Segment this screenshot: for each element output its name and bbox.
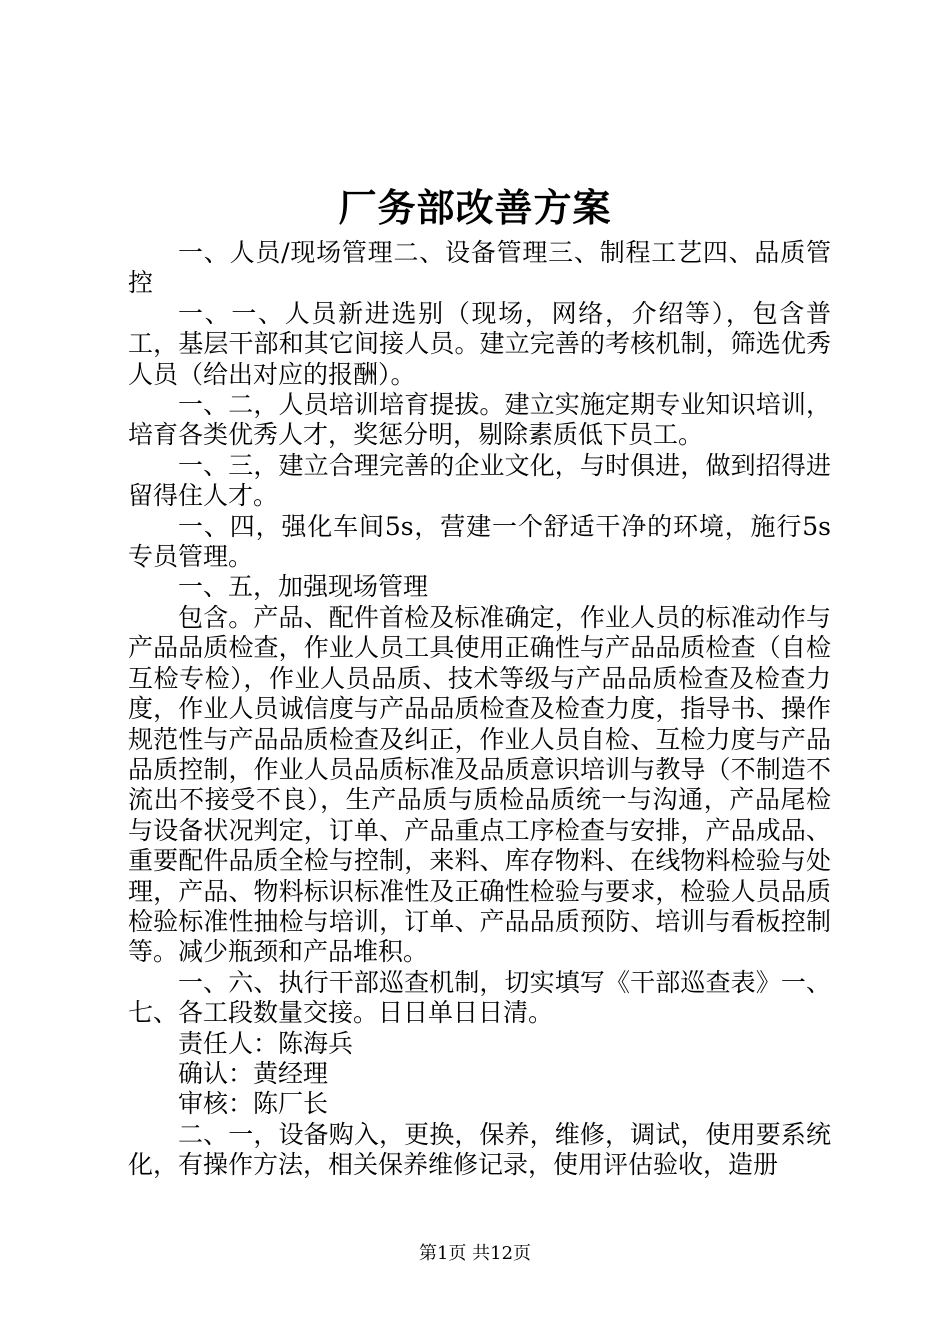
responsible-person: 责任人：陈海兵	[178, 1028, 354, 1058]
paragraph-1-3: 一、三，建立合理完善的企业文化，与时俱进，做到招得进留得住人才。	[128, 450, 831, 511]
paragraph-1-6: 一、六、执行干部巡查机制，切实填写《干部巡查表》一、七、各工段数量交接。日日单日日清。	[128, 967, 831, 1028]
paragraph-1-4: 一、四，强化车间5s，营建一个舒适干净的环境，施行5s专员管理。	[128, 511, 831, 572]
paragraph-2-1: 二、一，设备购入，更换，保养，维修，调试，使用要系统化，有操作方法，相关保养维修记录，使用评估验收，造册	[128, 1119, 831, 1180]
paragraph-scope: 包含。产品、配件首检及标准确定，作业人员的标准动作与产品品质检查，作业人员工具使用正确性与产品品质检查（自检互检专检），作业人员品质、技术等级与产品品质检查及检查力度，作业人员诚信度与产品品质检查及检查力度，指导书、操作规范性与产品品质检查及纠正，作业人员自检、互检力度与产品品质控制，作业人员品质标准及品质意识培训与教导（不制造不流出不接受不良），生产品质与质检品质统一与沟通，产品尾检与设备状况判定，订单、产品重点工序检查与安排，产品成品、重要配件品质全检与控制，来料、库存物料、在线物料检验与处理，产品、物料标识标准性及正确性检验与要求，检验人员品质检验标准性抽检与培训，订单、产品品质预防、培训与看板控制等。减少瓶颈和产品堆积。	[128, 602, 831, 967]
reviewed-by: 审核：陈厂长	[178, 1089, 329, 1119]
page-footer: 第1页 共12页	[418, 1243, 532, 1264]
paragraph-outline: 一、人员/现场管理二、设备管理三、制程工艺四、品质管控	[128, 238, 831, 298]
paragraph-1-1: 一、一、人员新进选别（现场，网络，介绍等），包含普工，基层干部和其它间接人员。建立完善的考核机制，筛选优秀人员（给出对应的报酬）。	[128, 298, 831, 389]
document-body	[128, 238, 831, 1181]
document-title: 厂务部改善方案	[338, 185, 612, 230]
paragraph-1-5: 一、五，加强现场管理	[178, 572, 429, 602]
confirmed-by: 确认：黄经理	[178, 1058, 329, 1088]
paragraph-1-2: 一、二，人员培训培育提拔。建立实施定期专业知识培训，培育各类优秀人才，奖惩分明，剔除素质低下员工。	[128, 390, 831, 450]
